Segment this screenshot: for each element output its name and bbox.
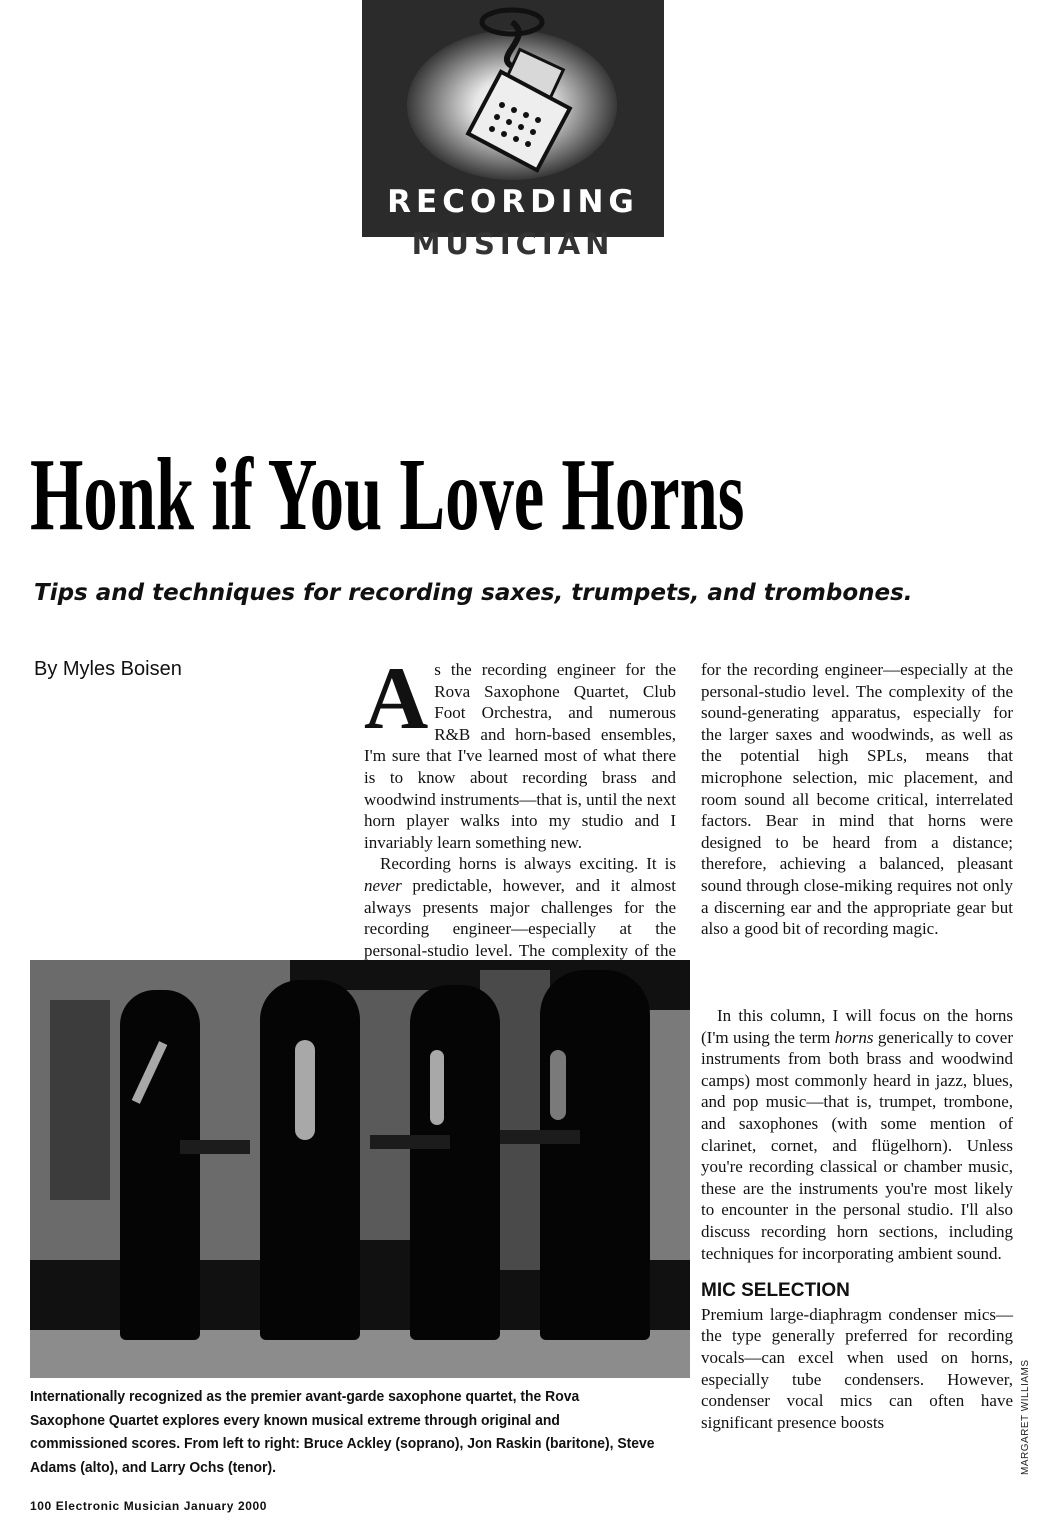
column-logo-subtitle: MUSICIAN (411, 227, 615, 261)
photo-credit: MARGARET WILLIAMS (1020, 1359, 1031, 1475)
photo-tenor-sax (550, 1050, 566, 1120)
article-byline: By Myles Boisen (34, 658, 182, 680)
photo-alto-sax (430, 1050, 444, 1125)
article-headline: Honk if You Love Horns (30, 437, 745, 552)
body-paragraph-2-text-a: Recording horns is always exciting. It is (380, 854, 676, 874)
photo-window-column (50, 1000, 110, 1200)
body-paragraph-3-text-a: In this column, I will focus on the horns (I'm using the term (701, 1006, 1013, 1047)
body-paragraph-3 (701, 1005, 1013, 1264)
body-paragraph-2 (364, 853, 676, 960)
photo-player-4 (540, 970, 650, 1340)
body-paragraph-2-emphasis: never (364, 875, 402, 895)
article-deck: Tips and techniques for recording saxes, trumpets, and trombones. (34, 580, 913, 606)
body-paragraph-3-text-b: generically to cover instruments from both brass and woodwind camps) most commonly heard in jazz, blues, and pop music—that is, trumpet, trombone, and saxophones (with some mention of clarinet, cornet, and flügelhorn). Unless you're recording classical or chamber music, these are the instruments you're most likely to encounter in the personal studio. I'll also discuss recording horn sections, including techniques for incorporating ambient sound. (701, 1027, 1013, 1263)
body-paragraph-1-text: s the recording engineer for the Rova Saxophone Quartet, Club Foot Orchestra, and numerous R&B and horn-based ensembles, I'm sure that I've learned most of what there is to know about recording brass and woodwind instruments—that is, until the next horn player walks into my studio and I invariably learn something new. (364, 660, 676, 852)
photo-player-3 (410, 985, 500, 1340)
body-column-right (701, 659, 1013, 1433)
body-paragraph-1 (364, 650, 676, 853)
body-column-middle (364, 650, 676, 960)
photo-music-stand-3 (500, 1130, 580, 1144)
photo-player-2 (260, 980, 360, 1340)
body-paragraph-3-emphasis: horns (834, 1027, 874, 1047)
body-paragraph-4: Premium large-diaphragm condenser mics—the type generally preferred for recording vocals—can excel when used on horns, especially tube condensers. However, condenser vocal mics can often have significant presence boosts (701, 1304, 1013, 1432)
photo-music-stand-1 (180, 1140, 250, 1154)
quartet-photo (30, 960, 690, 1378)
microphone-icon (362, 0, 664, 190)
photo-music-stand-2 (370, 1135, 450, 1149)
column-logo (362, 0, 664, 237)
body-paragraph-2-continued: for the recording engineer—especially at the personal-studio level. The complexity of the sound-generating apparatus, especially for the larger saxes and woodwinds, as well as the potential high SPLs, means that microphone selection, mic placement, and room sound all become critical, interrelated factors. Bear in mind that horns were designed to be heard from a distance; therefore, achieving a balanced, pleasant sound through close-miking requires not only a discerning ear and the appropriate gear but also a good bit of recording magic. (701, 660, 1013, 939)
page-folio: 100 Electronic Musician January 2000 (30, 1499, 268, 1513)
photo-baritone-sax (295, 1040, 315, 1140)
photo-caption: Internationally recognized as the premier avant-garde saxophone quartet, the Rova Saxophone Quartet explores every known musical extreme through original and commissioned scores. From left to right: Bruce Ackley (soprano), Jon Raskin (baritone), Steve Adams (alto), and Larry Ochs (tenor). (30, 1389, 655, 1476)
column-logo-title: RECORDING (387, 184, 639, 220)
drop-cap: A (364, 650, 429, 748)
section-heading: MIC SELECTION (701, 1280, 850, 1302)
body-paragraph-2-text-b: predictable, however, and it almost always presents major challenges for the recording engineer—especially at the personal-studio level. The complexity of the (364, 875, 676, 960)
